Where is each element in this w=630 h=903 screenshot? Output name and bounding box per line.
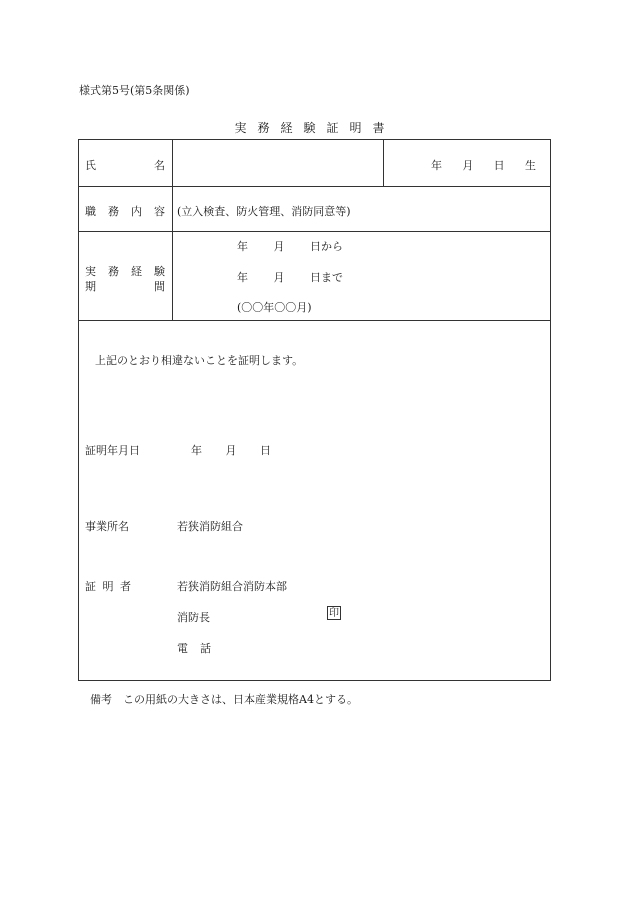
name-field[interactable]	[173, 141, 382, 185]
certifier-org: 若狭消防組合消防本部	[177, 580, 287, 593]
period-to: 年 月 日まで	[237, 271, 343, 284]
certification-statement: 上記のとおり相違ないことを証明します。	[95, 354, 304, 367]
certifier-title: 消防長	[177, 611, 210, 624]
name-label: 氏 名	[85, 159, 165, 172]
document-title: 実務経験証明書	[234, 121, 396, 135]
office-value: 若狭消防組合	[177, 520, 243, 533]
row-divider	[79, 320, 550, 321]
certificate-table	[78, 139, 551, 681]
note: 備考 この用紙の大きさは、日本産業規格A4とする。	[90, 693, 358, 706]
experience-label-line2: 期 間	[85, 280, 165, 293]
experience-label-line1: 実 務 経 験	[85, 265, 165, 278]
period-total: (〇〇年〇〇月)	[237, 301, 312, 314]
row-divider	[79, 231, 550, 232]
certification-date-label: 証明年月日	[85, 444, 140, 457]
duties-label: 職 務 内 容	[85, 205, 165, 218]
period-from: 年 月 日から	[237, 240, 343, 253]
office-label: 事業所名	[85, 520, 129, 533]
certifier-label: 証 明 者	[85, 580, 131, 593]
seal-mark: 印	[329, 608, 339, 619]
birth-date: 年 月 日 生	[431, 159, 536, 172]
phone-label: 電 話	[177, 642, 211, 655]
row-divider	[79, 186, 550, 187]
form-number: 様式第5号(第5条関係)	[79, 84, 190, 97]
duties-value: (立入検査、防火管理、消防同意等)	[177, 205, 351, 218]
birth-column-divider	[383, 140, 384, 186]
certification-date: 年 月 日	[191, 444, 271, 457]
